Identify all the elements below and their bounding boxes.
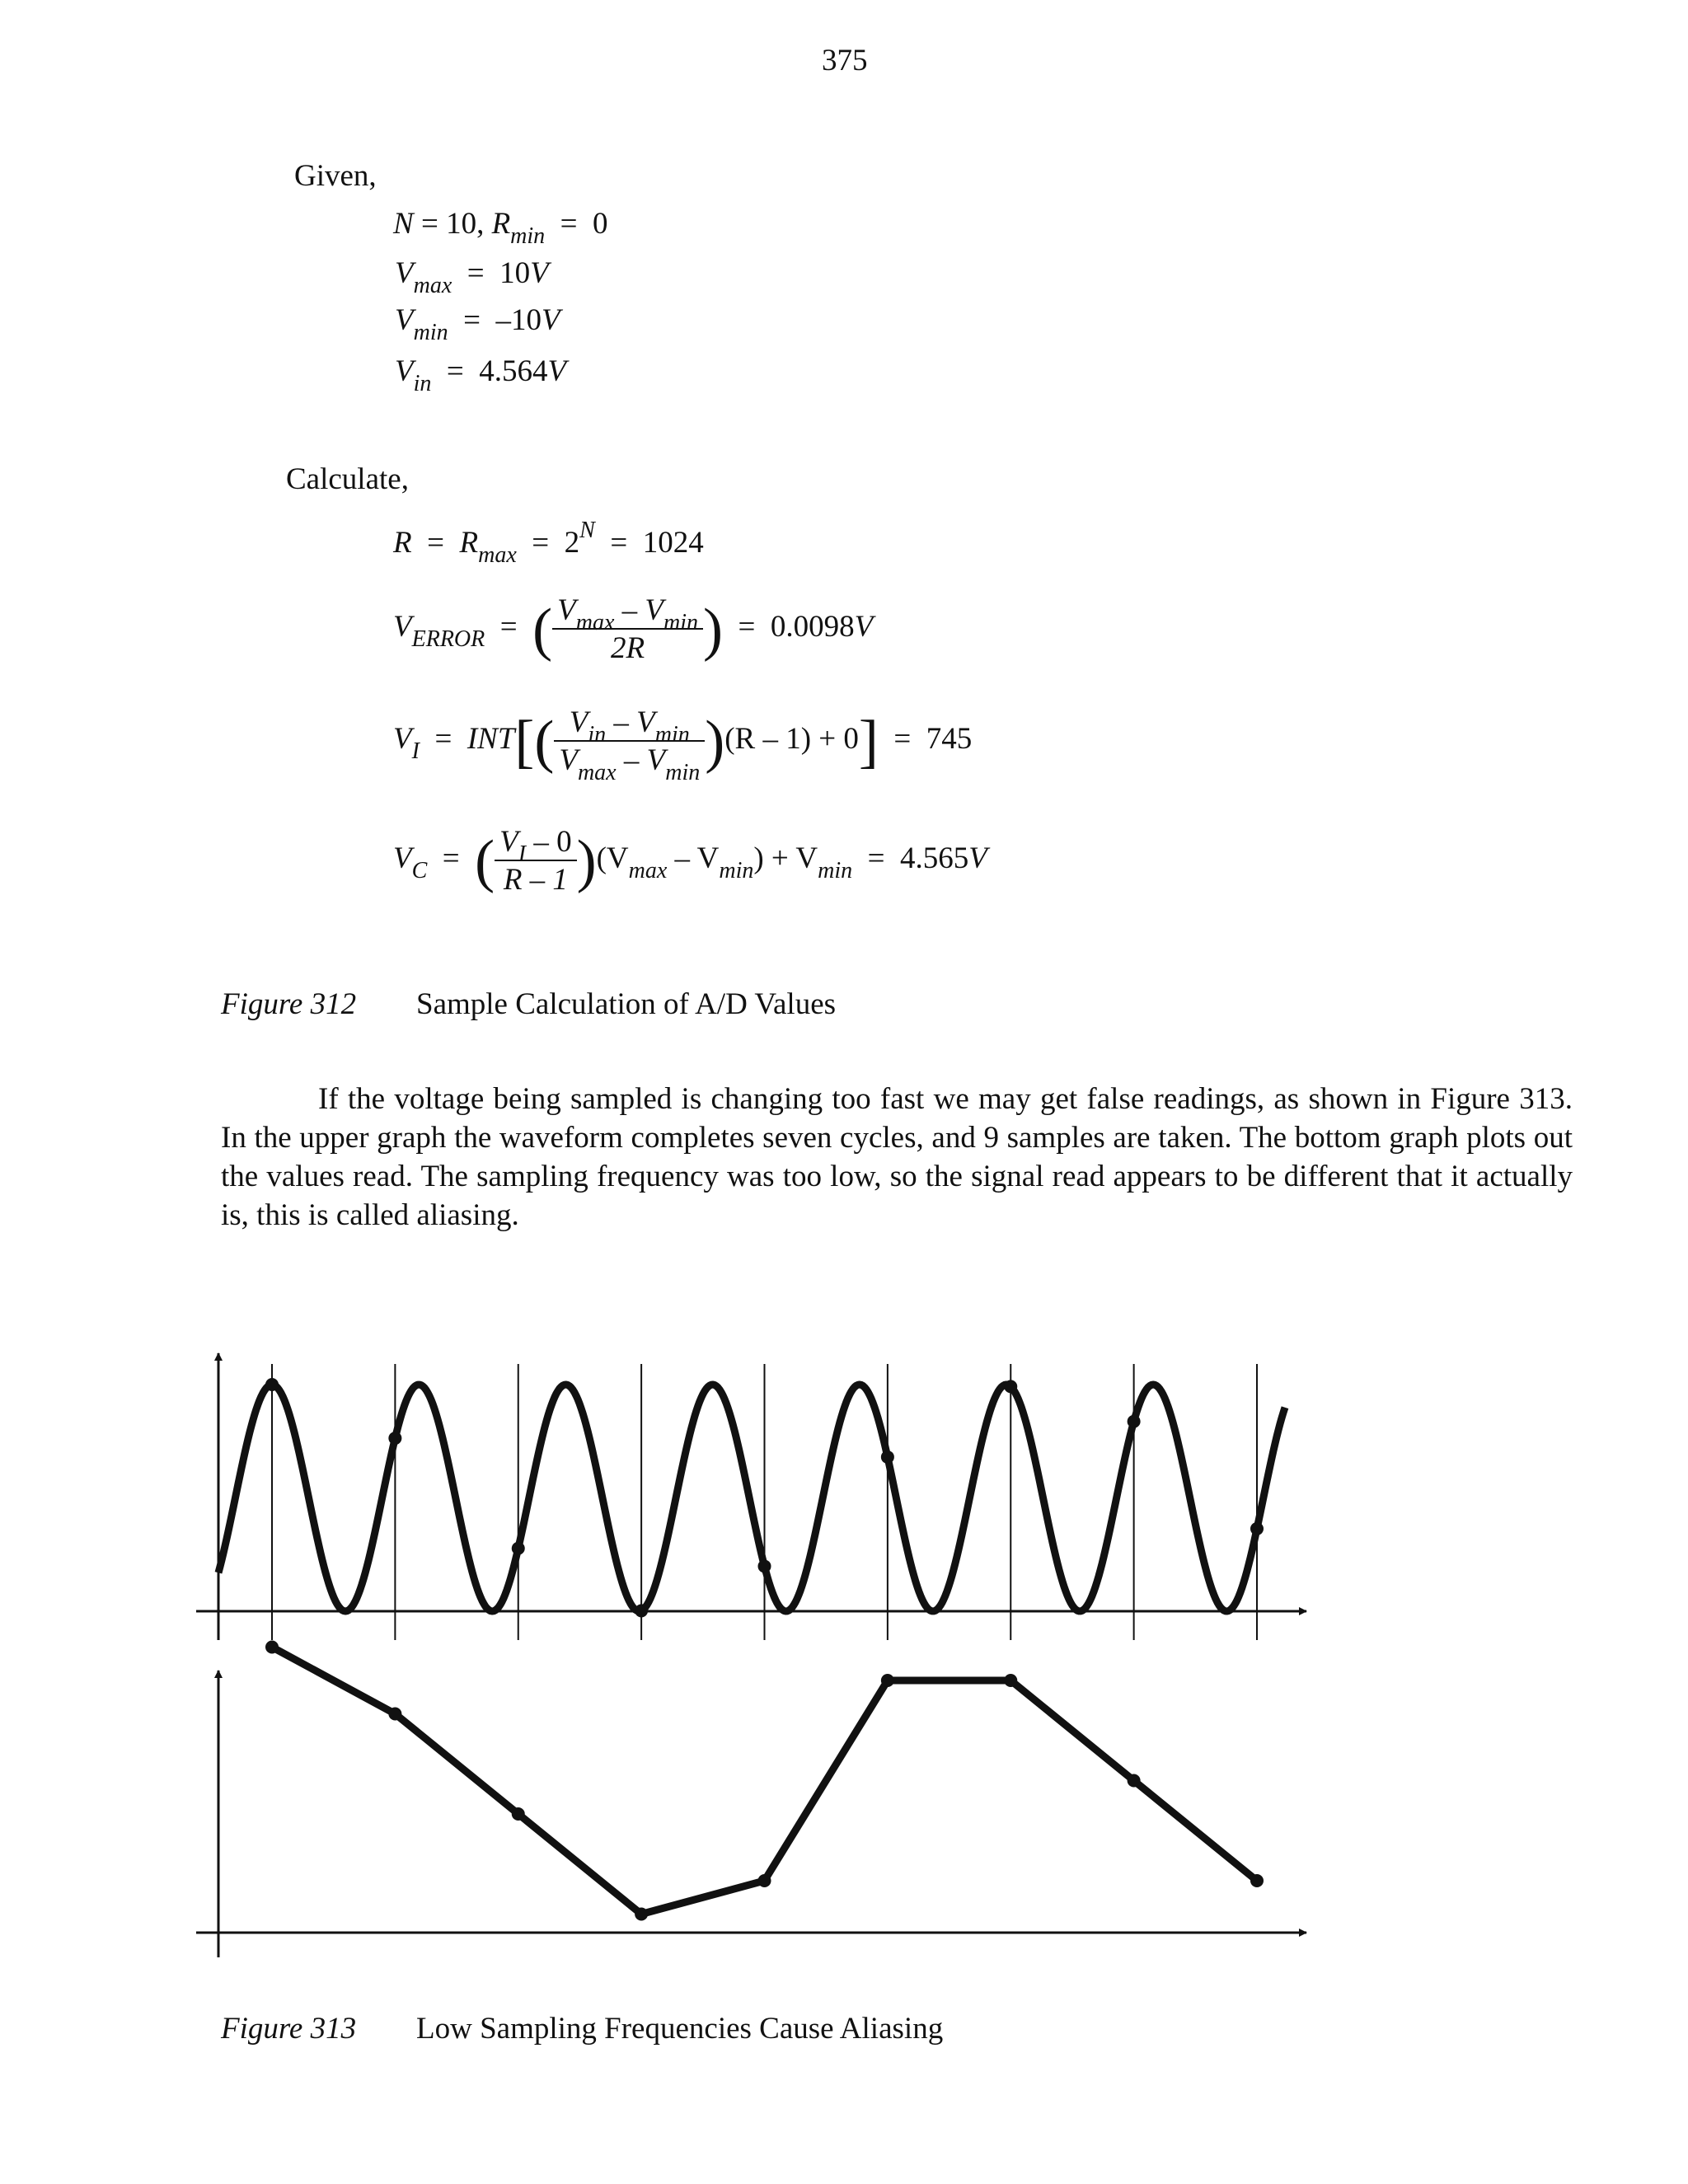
given-label: Given, bbox=[294, 159, 377, 193]
read-value-point bbox=[1250, 1874, 1264, 1887]
page-number: 375 bbox=[822, 44, 868, 77]
lower-graph bbox=[196, 1641, 1306, 1958]
read-value-point bbox=[265, 1641, 279, 1654]
sample-point bbox=[388, 1432, 401, 1445]
read-value-point bbox=[512, 1807, 525, 1821]
equation-r: $R = R_{max} = 2^N = 1024$ bbox=[393, 518, 704, 568]
figure-313-label: Figure 313 bbox=[221, 2012, 357, 2046]
sample-point bbox=[512, 1542, 525, 1555]
figure-312-caption: Sample Calculation of A/D Values bbox=[416, 987, 837, 1021]
read-value-point bbox=[881, 1674, 894, 1687]
upper-graph bbox=[196, 1353, 1306, 1640]
sine-waveform bbox=[218, 1385, 1285, 1611]
sample-point bbox=[635, 1604, 648, 1617]
equation-vc: $V_C$ = ( $\frac{V_I - 0}{R - 1}$ )$(V_{max} - V_{min}) + V_{min} = 4.565V$ bbox=[393, 825, 987, 897]
figure-312-label: Figure 312 bbox=[221, 987, 357, 1021]
body-paragraph: If the voltage being sampled is changing too fast we may get false readings, as shown in Figure 313. In the upper graph the waveform completes seven cycles, and 9 samples are taken. The bottom graph plots out the values read. The sampling frequency was too low, so the signal read appears to be different that it actually is, this is called aliasing. bbox=[221, 1082, 1573, 1232]
read-value-point bbox=[635, 1908, 648, 1921]
sample-point bbox=[1004, 1380, 1017, 1393]
sample-point bbox=[881, 1451, 894, 1464]
sample-point bbox=[1128, 1415, 1141, 1428]
given-line-n: N = 10, $R_{min} = 0$ bbox=[393, 207, 608, 249]
given-line-vmin: $V_{min} = -10V$ bbox=[395, 303, 560, 345]
sample-point bbox=[758, 1559, 771, 1572]
figure-313-caption: Low Sampling Frequencies Cause Aliasing bbox=[416, 2012, 944, 2046]
read-value-point bbox=[1128, 1774, 1141, 1788]
read-value-point bbox=[758, 1874, 771, 1887]
equation-vi: $V_I = INT$[( $\frac{V_{in} - V_{min}}{V_{max} - V_{min}}$ )(R – 1) + 0] = 745 bbox=[393, 705, 973, 785]
given-line-vmax: $V_{max} = 10V$ bbox=[395, 256, 549, 298]
sample-point bbox=[1250, 1522, 1264, 1535]
given-line-vin: $V_{in} = 4.564V$ bbox=[395, 354, 567, 396]
calculate-label: Calculate, bbox=[286, 462, 409, 496]
aliased-signal-line bbox=[272, 1647, 1257, 1915]
read-value-point bbox=[388, 1708, 401, 1721]
read-value-point bbox=[1004, 1674, 1017, 1687]
equation-verror: $V_{ERROR}$ = ( $\frac{V_{max} - V_{min}}{2R}$ ) = 0.0098V bbox=[393, 593, 874, 665]
sample-point bbox=[265, 1378, 279, 1391]
